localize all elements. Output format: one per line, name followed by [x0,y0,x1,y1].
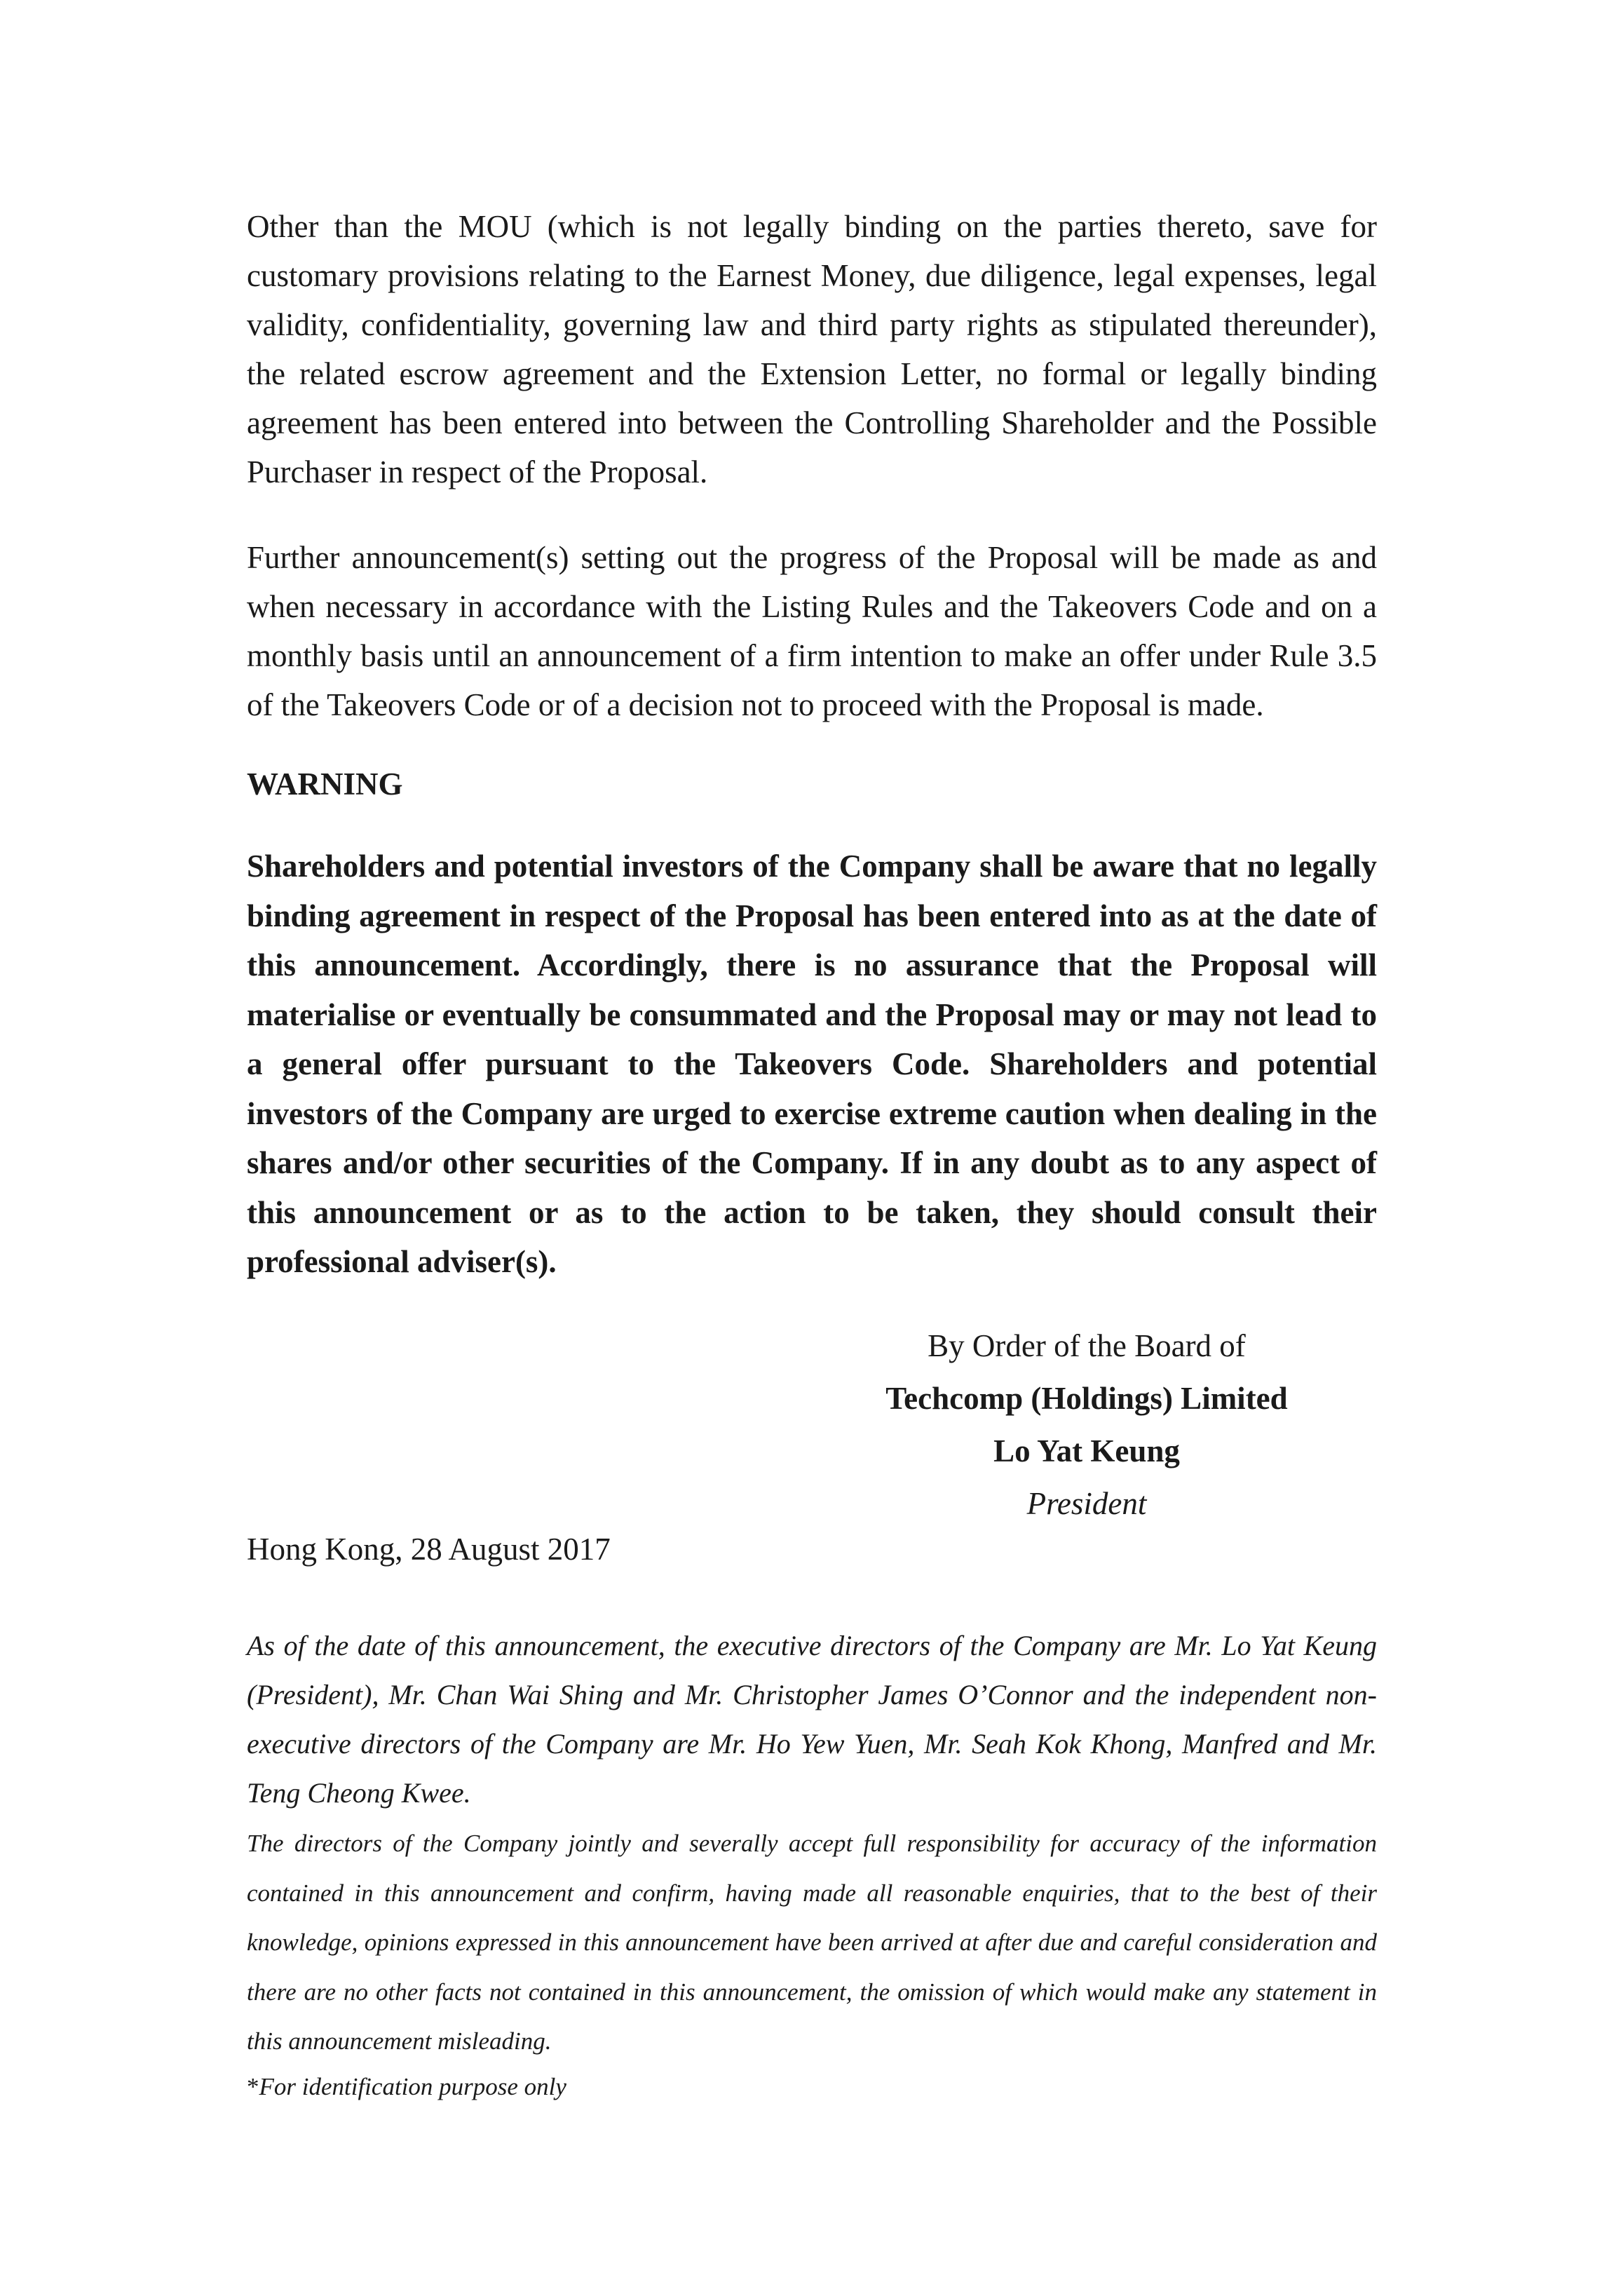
warning-heading: WARNING [247,767,403,802]
responsibility-statement: The directors of the Company jointly and severally accept full responsibility for accuracy of the information contained in this announcement and confirm, having made all reasonable enquiries, that to the best of their knowledge, opinions expressed in this announcement have been arrived at after due and careful consideration and there are no other facts not contained in this announcement, the omission of which would make any statement in this announcement misleading. [247,1830,1377,2055]
footnote-marker: * [247,2073,259,2100]
signature-person-title: President [1026,1486,1147,1521]
place-and-date: Hong Kong, 28 August 2017 [247,1532,611,1567]
directors-statement: As of the date of this announcement, the executive directors of the Company are Mr. Lo Yat Keung (President), Mr. Chan Wai Shing and Mr. Christopher James O’Connor and the independent non-executive directors of the Company are Mr. Ho Yew Yuen, Mr. Seah Kok Khong, Manfred and Mr. Teng Cheong Kwee. [247,1630,1377,1809]
signature-order-line: By Order of the Board of [928,1328,1246,1363]
signature-company-name: Techcomp (Holdings) Limited [885,1381,1288,1416]
warning-paragraph: Shareholders and potential investors of the Company shall be aware that no legally binding agreement in respect of the Proposal has been entered into as at the date of this announcement. Accordingly, there is no assurance that the Proposal will materialise or eventually be consummated and the Proposal may or may not lead to a general offer pursuant to the Takeovers Code. Shareholders and potential investors of the Company are urged to exercise extreme caution when dealing in the shares and/or other securities of the Company. If in any doubt as to any aspect of this announcement or as to the action to be taken, they should consult their professional adviser(s). [247,849,1377,1279]
mou-paragraph: Other than the MOU (which is not legally binding on the parties thereto, save for customary provisions relating to the Earnest Money, due diligence, legal expenses, legal validity, confidentiality, governing law and third party rights as stipulated thereunder), the related escrow agreement and the Extension Letter, no formal or legally binding agreement has been entered into between the Controlling Shareholder and the Possible Purchaser in respect of the Proposal. [247,209,1377,489]
signature-person-name: Lo Yat Keung [993,1433,1180,1468]
footnote-text: For identification purpose only [259,2073,566,2100]
further-announcement-paragraph: Further announcement(s) setting out the progress of the Proposal will be made as and when necessary in accordance with the Listing Rules and the Takeovers Code and on a monthly basis until an announcement of a firm intention to make an offer under Rule 3.5 of the Takeovers Code or of a decision not to proceed with the Proposal is made. [247,540,1377,722]
footnote [247,2066,566,2108]
